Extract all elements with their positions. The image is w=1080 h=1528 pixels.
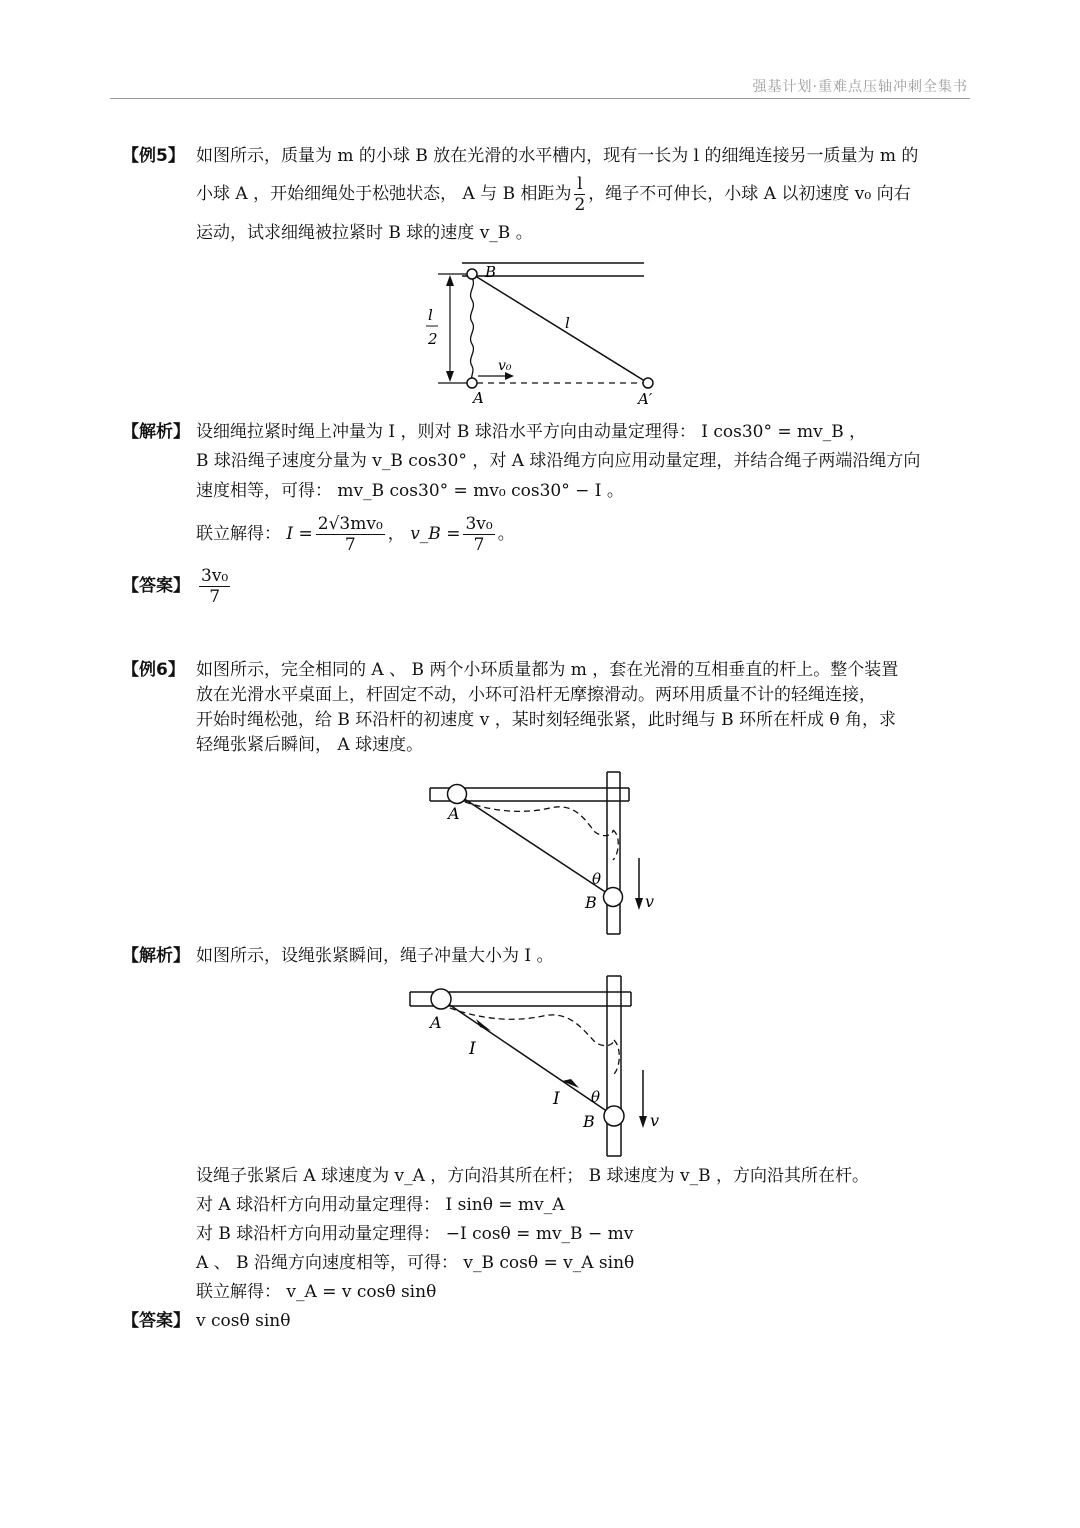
example-5-solution-line-4	[196, 512, 515, 556]
example-6-answer-tag: 【答案】	[122, 1311, 190, 1331]
example-5-solution-line-3: 速度相等，可得： mv_B cos30° = mv₀ cos30° − I 。	[196, 481, 624, 501]
label-a: A	[448, 804, 460, 823]
example-6-tag: 【例6】	[122, 660, 185, 680]
label-b: B	[583, 1112, 595, 1131]
slack-rope-end	[613, 830, 618, 860]
fraction-denominator: 7	[473, 535, 485, 555]
example-6-figure	[425, 770, 665, 940]
example-5-line-2-end: ，绳子不可伸长，小球 A 以初速度 v₀ 向右	[588, 184, 911, 204]
taut-rope	[457, 794, 613, 897]
ring-a	[431, 989, 451, 1009]
example-6-line-3: 开始时绳松弛，给 B 环沿杆的初速度 v ，某时刻轻绳张紧，此时绳与 B 环所在杆成 θ 角，求	[196, 710, 897, 730]
header-divider	[110, 98, 970, 99]
example-5-line-1: 如图所示，质量为 m 的小球 B 放在光滑的水平槽内，现有一长为 l 的细绳连接另一质量为 m 的	[196, 146, 919, 166]
vb-symbol: v_B =	[410, 524, 461, 544]
example-5-answer-tag: 【答案】	[122, 576, 190, 596]
example-5-solution-line-1: 设细绳拉紧时绳上冲量为 I ，则对 B 球沿水平方向由动量定理得： I cos30° = mv_B ，	[196, 422, 867, 442]
label-impulse-bottom: I	[553, 1089, 560, 1109]
label-b: B	[585, 893, 597, 912]
taut-rope	[441, 999, 614, 1116]
half-l-numerator: l	[428, 306, 433, 324]
ring-b	[604, 1106, 624, 1126]
example-6-solution-line-2: 对 A 球沿杆方向用动量定理得： I sinθ = mv_A	[196, 1195, 565, 1215]
separator: ，	[387, 524, 405, 544]
period: 。	[497, 524, 515, 544]
example-6-line-2: 放在光滑水平桌面上，杆固定不动，小环可沿杆无摩擦滑动。两环用质量不计的轻绳连接，	[196, 685, 876, 705]
example-5-line-3: 运动，试求细绳被拉紧时 B 球的速度 v_B 。	[196, 223, 533, 243]
half-l-denominator: 2	[428, 330, 438, 348]
label-v: v	[650, 1111, 660, 1130]
example-5-answer	[196, 564, 233, 608]
vb-fraction	[463, 514, 494, 555]
solve-label: 联立解得：	[196, 524, 281, 544]
label-impulse-top: I	[469, 1039, 476, 1059]
example-5-line-2	[196, 172, 911, 216]
fraction-numerator: 3v₀	[465, 514, 493, 534]
example-6-line-1: 如图所示，完全相同的 A 、 B 两个小环质量都为 m ，套在光滑的互相垂直的杆上。整个装置	[196, 660, 899, 680]
fraction-denominator: 2	[574, 195, 586, 215]
label-a-prime: A′	[638, 390, 653, 408]
example-5-figure	[420, 258, 660, 408]
ring-b	[604, 888, 623, 907]
ball-a	[467, 378, 477, 388]
dimension-arrow-down	[446, 371, 454, 382]
example-6-solution-intro: 如图所示，设绳张紧瞬间，绳子冲量大小为 I 。	[196, 946, 554, 966]
example-6-solution-figure	[405, 974, 665, 1164]
label-l: l	[565, 314, 570, 332]
example-6-answer: v cosθ sinθ	[196, 1311, 291, 1331]
example-5-solution-line-2: B 球沿绳子速度分量为 v_B cos30° ，对 A 球沿绳方向应用动量定理，并结合绳子两端沿绳方向	[196, 451, 921, 471]
label-theta: θ	[592, 870, 602, 888]
ball-a-prime	[643, 378, 653, 388]
ball-b	[467, 269, 477, 279]
ring-a	[448, 785, 467, 804]
fraction-numerator: 3v₀	[201, 566, 229, 586]
impulse-fraction	[316, 514, 385, 555]
slack-rope	[471, 278, 474, 381]
impulse-symbol: I =	[286, 524, 313, 544]
label-b: B	[485, 263, 497, 281]
example-6-solution-line-5: 联立解得： v_A = v cosθ sinθ	[196, 1282, 437, 1302]
label-a: A	[473, 389, 484, 407]
header-title: 强基计划·重难点压轴冲刺全集书	[752, 79, 968, 95]
fraction-denominator: 7	[344, 535, 356, 555]
example-6-solution-tag: 【解析】	[122, 946, 190, 966]
example-5-tag: 【例5】	[122, 146, 185, 166]
slack-rope	[465, 802, 613, 836]
dimension-arrow-up	[446, 275, 454, 286]
fraction-numerator: 2√3mv₀	[317, 514, 383, 534]
label-a: A	[430, 1013, 442, 1032]
slack-rope-end	[614, 1040, 619, 1074]
fraction-denominator: 7	[209, 587, 221, 607]
example-6-solution-line-3: 对 B 球沿杆方向用动量定理得： −I cosθ = mv_B − mv	[196, 1224, 634, 1244]
velocity-arrow-head	[635, 898, 643, 910]
v0-label: v₀	[498, 358, 512, 374]
answer-fraction	[199, 566, 230, 607]
fraction-numerator: l	[574, 174, 585, 195]
example-5-half-l-fraction	[574, 174, 585, 215]
label-v: v	[645, 892, 655, 911]
label-theta: θ	[591, 1088, 601, 1106]
velocity-arrow-head	[639, 1116, 647, 1128]
example-6-solution-line-4: A 、 B 沿绳方向速度相等，可得： v_B cosθ = v_A sinθ	[196, 1253, 635, 1273]
example-6-solution-line-1: 设绳子张紧后 A 球速度为 v_A ，方向沿其所在杆； B 球速度为 v_B ，方向沿其所在杆。	[196, 1166, 869, 1186]
example-5-solution-tag: 【解析】	[122, 422, 190, 442]
example-6-line-4: 轻绳张紧后瞬间， A 球速度。	[196, 735, 424, 755]
example-5-line-2-start: 小球 A ，开始细绳处于松弛状态， A 与 B 相距为	[196, 184, 572, 204]
